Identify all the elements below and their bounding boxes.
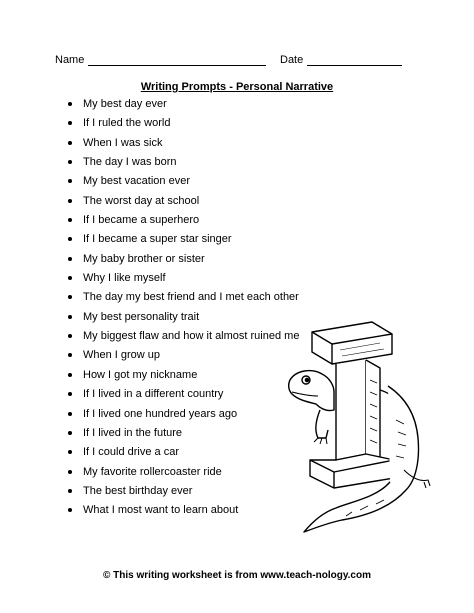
bullet-icon xyxy=(68,276,72,280)
prompt-item xyxy=(68,97,368,116)
bullet-icon xyxy=(68,121,72,125)
prompt-item xyxy=(68,252,368,271)
prompt-text: If I lived in the future xyxy=(83,426,183,439)
prompt-text: Why I like myself xyxy=(83,272,166,285)
bullet-icon xyxy=(68,470,72,474)
bullet-icon xyxy=(68,237,72,241)
bullet-icon xyxy=(68,295,72,299)
bullet-icon xyxy=(68,508,72,512)
prompt-text: The day I was born xyxy=(83,156,177,169)
name-blank-line xyxy=(88,65,266,66)
bullet-icon xyxy=(68,102,72,106)
date-label: Date xyxy=(280,54,304,66)
prompt-item xyxy=(68,174,368,193)
prompt-text: If I lived in a different country xyxy=(83,388,224,401)
prompt-item xyxy=(68,194,368,213)
prompt-text: If I became a super star singer xyxy=(83,233,232,246)
bullet-icon xyxy=(68,334,72,338)
bullet-icon xyxy=(68,450,72,454)
prompt-text: If I ruled the world xyxy=(83,117,171,130)
bullet-icon xyxy=(68,431,72,435)
prompt-text: How I got my nickname xyxy=(83,368,198,381)
footer-copyright: © This writing worksheet is from www.teach-nology.com xyxy=(103,570,371,581)
prompt-text: If I lived one hundred years ago xyxy=(83,407,238,420)
prompt-text: What I most want to learn about xyxy=(83,504,239,517)
bullet-icon xyxy=(68,315,72,319)
bullet-icon xyxy=(68,218,72,222)
bullet-icon xyxy=(68,257,72,261)
prompt-item xyxy=(68,232,368,251)
prompt-text: My best vacation ever xyxy=(83,175,190,188)
prompt-text: The best birthday ever xyxy=(83,484,193,497)
prompt-item xyxy=(68,271,368,290)
date-blank-line xyxy=(307,65,402,66)
prompt-item xyxy=(68,116,368,135)
name-label: Name xyxy=(55,54,85,66)
bullet-icon xyxy=(68,141,72,145)
prompt-item xyxy=(68,155,368,174)
prompt-text: My favorite rollercoaster ride xyxy=(83,465,222,478)
bullet-icon xyxy=(68,392,72,396)
bullet-icon xyxy=(68,412,72,416)
worksheet-title: Writing Prompts - Personal Narrative xyxy=(140,81,334,93)
bullet-icon xyxy=(68,489,72,493)
name-date-row xyxy=(55,53,415,69)
prompt-text: The worst day at school xyxy=(83,194,200,207)
bullet-icon xyxy=(68,373,72,377)
bullet-icon xyxy=(68,160,72,164)
prompt-text: When I grow up xyxy=(83,349,161,362)
prompt-item xyxy=(68,213,368,232)
prompt-text: My biggest flaw and how it almost ruined me xyxy=(83,330,300,343)
prompt-text: If I became a superhero xyxy=(83,214,200,227)
prompt-text: When I was sick xyxy=(83,136,163,149)
prompt-item xyxy=(68,290,368,309)
bullet-icon xyxy=(68,199,72,203)
prompt-text: My best personality trait xyxy=(83,310,200,323)
bullet-icon xyxy=(68,353,72,357)
prompt-text: My best day ever xyxy=(83,98,167,110)
prompt-text: If I could drive a car xyxy=(83,446,179,459)
letter-i-lizard-illustration xyxy=(280,320,440,545)
prompt-item xyxy=(68,136,368,155)
prompt-text: The day my best friend and I met each other xyxy=(83,291,299,304)
prompt-text: My baby brother or sister xyxy=(83,252,205,265)
bullet-icon xyxy=(68,179,72,183)
